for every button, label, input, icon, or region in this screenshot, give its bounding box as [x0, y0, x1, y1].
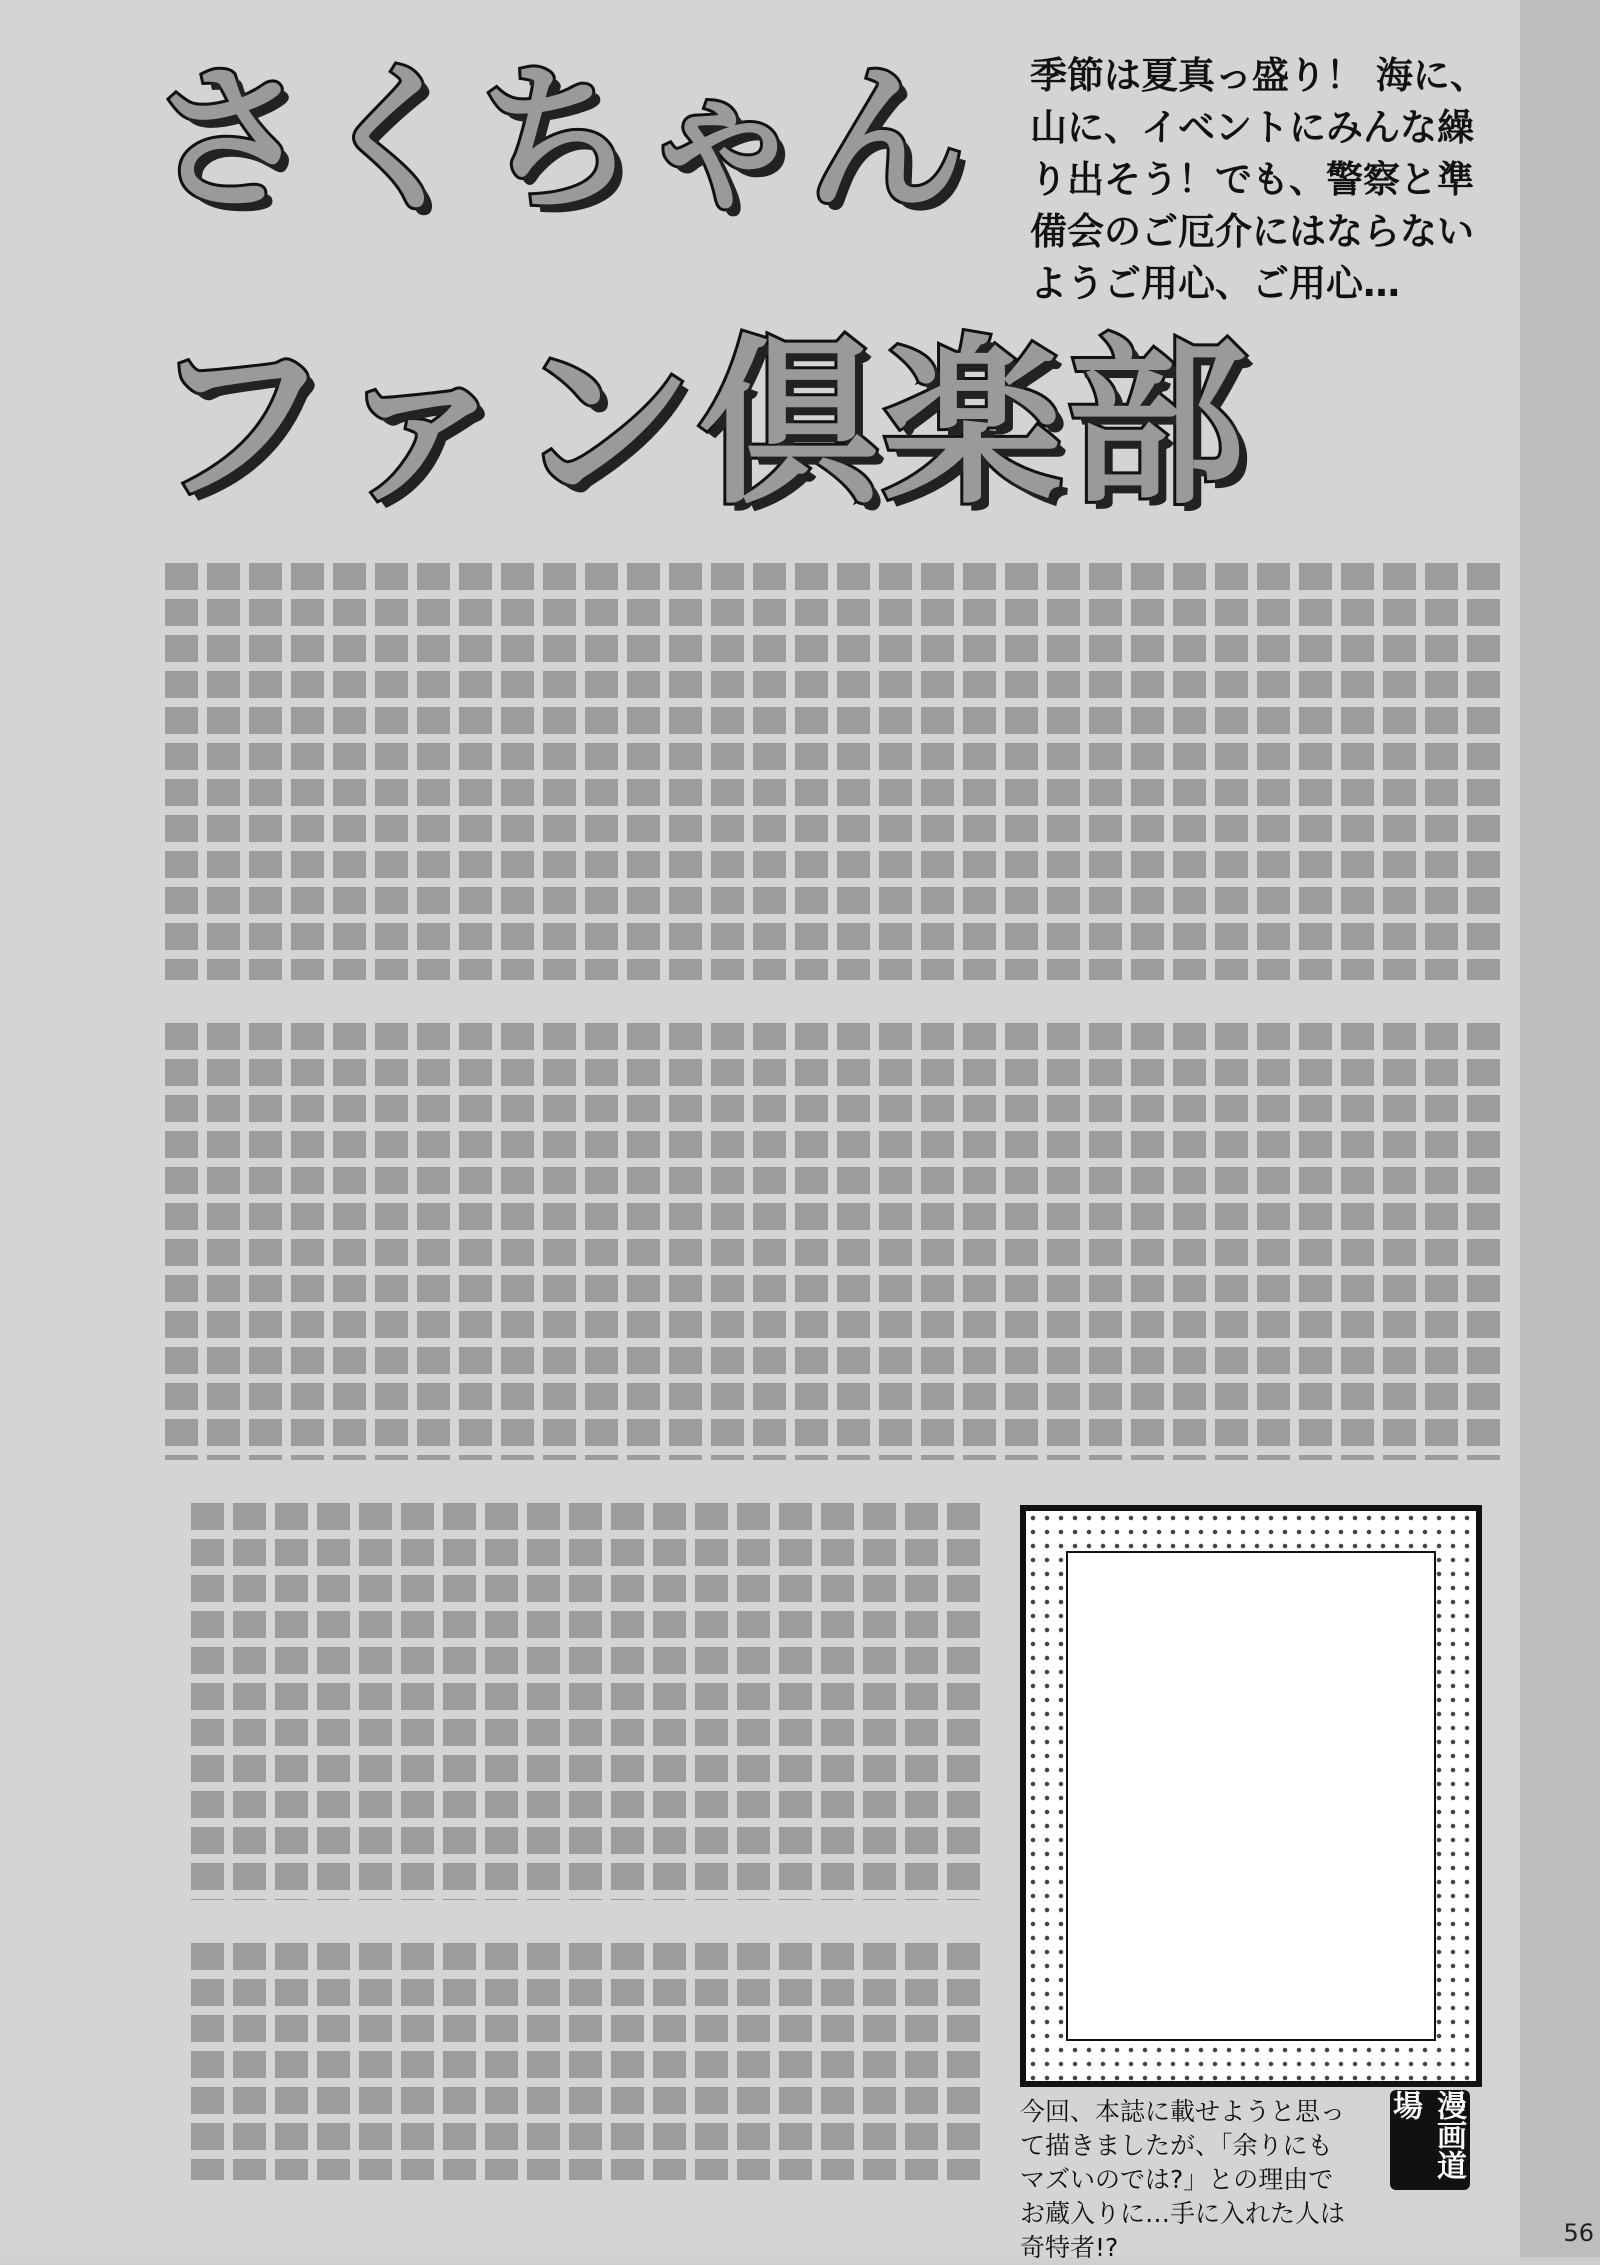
text-column: [459, 1020, 492, 1460]
text-column: [443, 1500, 476, 1900]
title-line-2: ファン倶楽部: [150, 320, 1251, 529]
text-column: [585, 560, 618, 980]
text-column: [1005, 1020, 1038, 1460]
text-column: [207, 1020, 240, 1460]
text-column: [779, 1500, 812, 1900]
text-column: [191, 1940, 224, 2180]
text-column: [359, 1940, 392, 2180]
text-column: [1467, 560, 1500, 980]
text-column: [963, 560, 996, 980]
text-column: [611, 1500, 644, 1900]
text-column: [753, 560, 786, 980]
text-column: [947, 1940, 980, 2180]
text-column: [1047, 1020, 1080, 1460]
text-columns-3: [150, 1500, 980, 1900]
text-column: [291, 1020, 324, 1460]
text-column: [627, 560, 660, 980]
text-column: [1089, 1020, 1122, 1460]
text-column: [711, 560, 744, 980]
text-column: [527, 1940, 560, 2180]
text-column: [375, 560, 408, 980]
text-column: [737, 1940, 770, 2180]
tagline: 季節は夏真っ盛り！ 海に、山に、イベントにみんな繰り出そう！でも、警察と準備会のご厄介にはならないようご用心、ご用心…: [1030, 54, 1487, 305]
illustration-caption: 今回、本誌に載せようと思って描きましたが、「余りにもマズいのでは?」との理由でお蔵入りに…手に入れた人は奇特者!?: [1020, 2097, 1346, 2262]
text-column: [821, 1500, 854, 1900]
text-column: [963, 1020, 996, 1460]
text-column: [921, 560, 954, 980]
text-column: [1131, 560, 1164, 980]
text-column: [1341, 560, 1374, 980]
text-column: [737, 1500, 770, 1900]
text-column: [165, 560, 198, 980]
text-column: [669, 560, 702, 980]
text-column: [611, 1940, 644, 2180]
text-column: [1299, 560, 1332, 980]
text-column: [275, 1940, 308, 2180]
text-column: [1131, 1020, 1164, 1460]
text-column: [753, 1020, 786, 1460]
text-column: [1425, 1020, 1458, 1460]
text-column: [1467, 1020, 1500, 1460]
text-column: [863, 1940, 896, 2180]
text-column: [905, 1940, 938, 2180]
text-column: [1047, 560, 1080, 980]
text-column: [837, 560, 870, 980]
text-column: [569, 1500, 602, 1900]
text-column: [1215, 560, 1248, 980]
text-column: [317, 1500, 350, 1900]
text-column: [821, 1940, 854, 2180]
text-column: [459, 560, 492, 980]
text-column: [485, 1500, 518, 1900]
text-column: [333, 560, 366, 980]
text-column: [947, 1500, 980, 1900]
section-badge: 漫画道場: [1390, 2090, 1470, 2190]
text-column: [1005, 560, 1038, 980]
text-column: [1257, 1020, 1290, 1460]
text-column: [417, 560, 450, 980]
text-column: [1173, 560, 1206, 980]
text-column: [569, 1940, 602, 2180]
text-column: [401, 1500, 434, 1900]
text-column: [863, 1500, 896, 1900]
text-column: [879, 560, 912, 980]
text-column: [1383, 560, 1416, 980]
text-column: [501, 1020, 534, 1460]
text-column: [165, 1020, 198, 1460]
text-column: [333, 1020, 366, 1460]
text-column: [1383, 1020, 1416, 1460]
text-column: [249, 560, 282, 980]
text-column: [191, 1500, 224, 1900]
text-column: [837, 1020, 870, 1460]
text-column: [779, 1940, 812, 2180]
text-column: [317, 1940, 350, 2180]
text-columns-1: [150, 560, 1500, 980]
text-column: [233, 1500, 266, 1900]
text-column: [401, 1940, 434, 2180]
text-column: [543, 1020, 576, 1460]
text-column: [359, 1500, 392, 1900]
text-column: [1425, 560, 1458, 980]
text-column: [1257, 560, 1290, 980]
text-column: [695, 1500, 728, 1900]
text-column: [879, 1020, 912, 1460]
page-number: 56: [1563, 2219, 1594, 2247]
text-column: [921, 1020, 954, 1460]
title-line-1: さくちゃん: [150, 46, 971, 233]
text-column: [653, 1500, 686, 1900]
text-column: [627, 1020, 660, 1460]
text-column: [207, 560, 240, 980]
text-column: [1341, 1020, 1374, 1460]
illustration-frame: [1020, 1505, 1482, 2087]
text-column: [1089, 560, 1122, 980]
side-banner: [1520, 0, 1600, 2257]
text-column: [233, 1940, 266, 2180]
text-column: [417, 1020, 450, 1460]
text-column: [275, 1500, 308, 1900]
text-column: [485, 1940, 518, 2180]
text-column: [669, 1020, 702, 1460]
text-column: [585, 1020, 618, 1460]
text-column: [795, 560, 828, 980]
text-column: [711, 1020, 744, 1460]
text-column: [1299, 1020, 1332, 1460]
text-columns-4: [150, 1940, 980, 2180]
text-column: [375, 1020, 408, 1460]
text-column: [905, 1500, 938, 1900]
text-column: [527, 1500, 560, 1900]
text-column: [1215, 1020, 1248, 1460]
text-column: [249, 1020, 282, 1460]
text-column: [695, 1940, 728, 2180]
text-columns-2: [150, 1020, 1500, 1460]
text-column: [543, 560, 576, 980]
text-column: [291, 560, 324, 980]
text-column: [653, 1940, 686, 2180]
illustration-placeholder: [1066, 1551, 1436, 2041]
text-column: [1173, 1020, 1206, 1460]
text-column: [443, 1940, 476, 2180]
text-column: [501, 560, 534, 980]
text-column: [795, 1020, 828, 1460]
